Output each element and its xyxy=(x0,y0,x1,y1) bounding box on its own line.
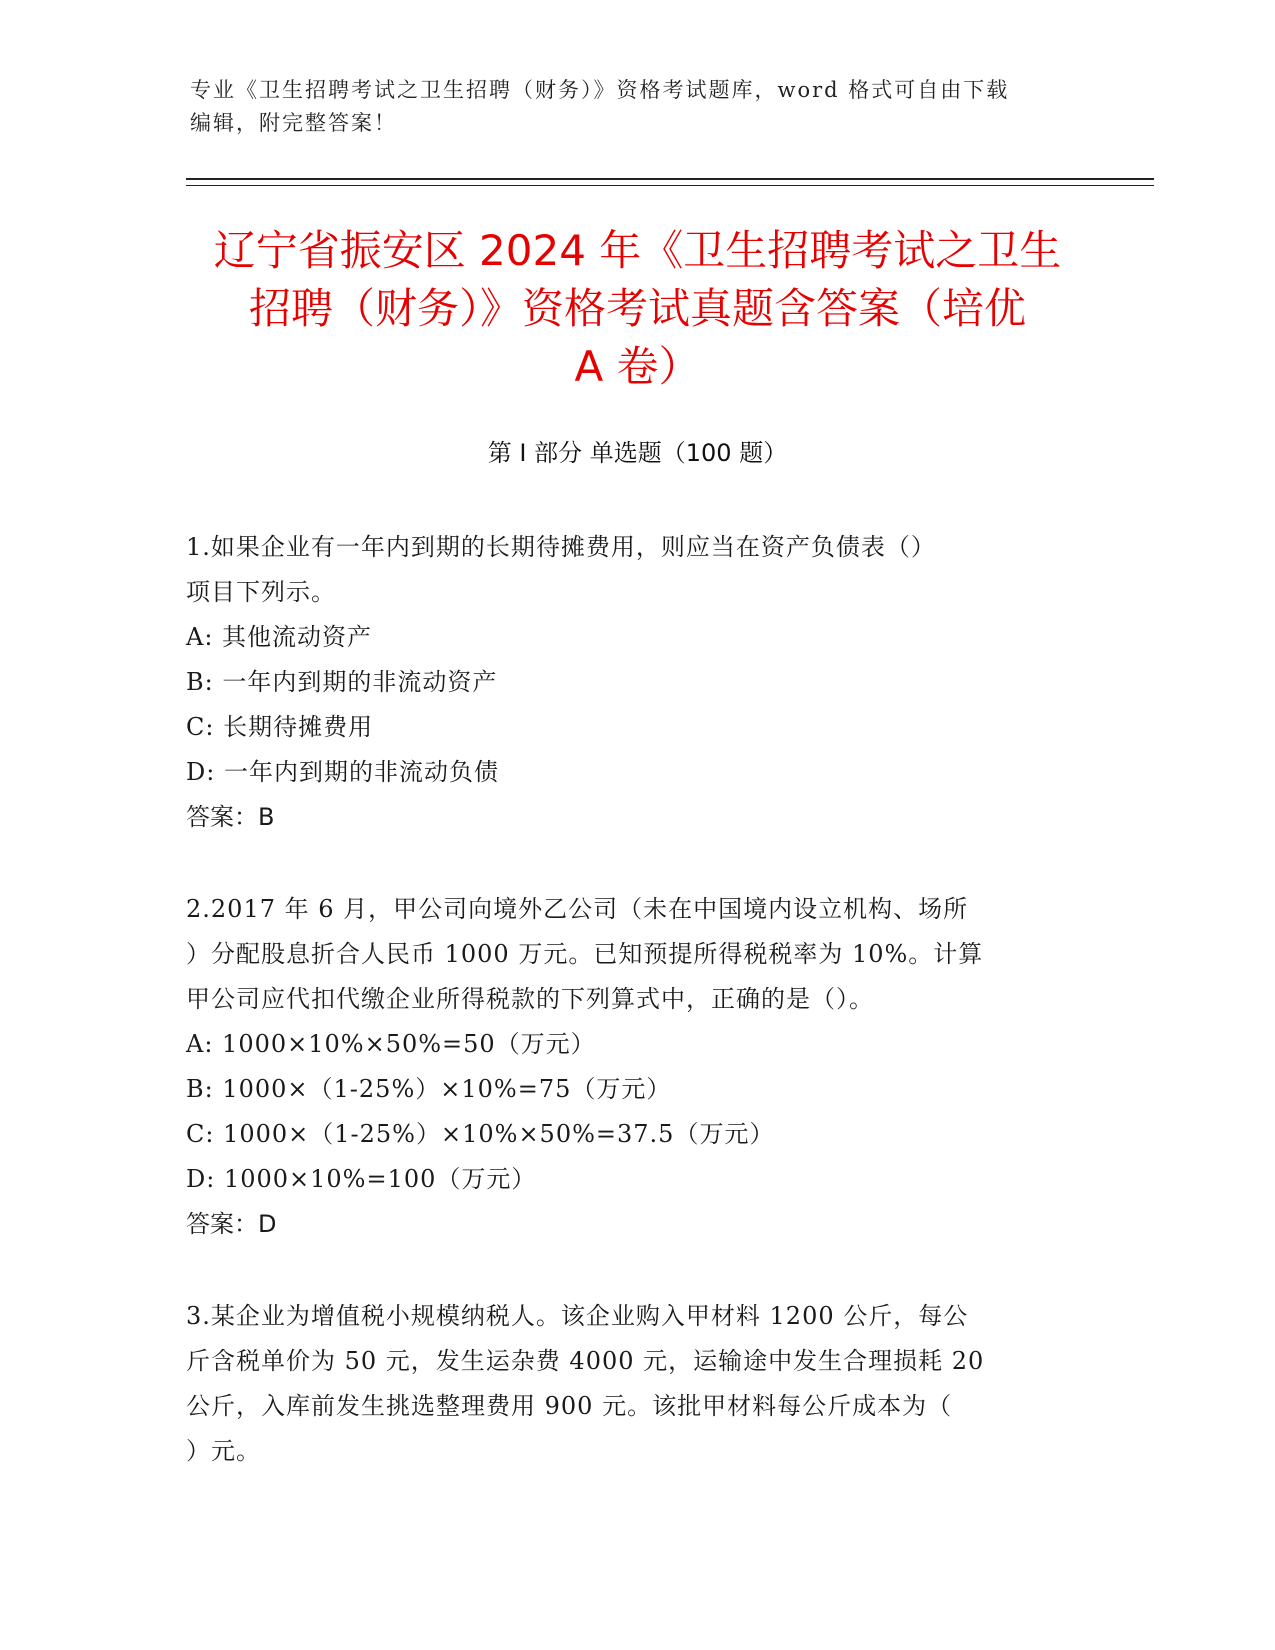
question-text-line: ）元。 xyxy=(186,1437,261,1465)
question-text-line: 项目下列示。 xyxy=(186,578,336,606)
document-title xyxy=(150,222,1125,396)
question-text-line: 斤含税单价为 50 元，发生运杂费 4000 元，运输途中发生合理损耗 20 xyxy=(186,1347,985,1375)
option-b: B: 1000×（1-25%）×10%=75（万元） xyxy=(186,1075,672,1103)
header-divider-thin xyxy=(186,185,1154,186)
option-a: A: 其他流动资产 xyxy=(186,623,373,651)
header-note xyxy=(190,74,1090,140)
header-note-line: 编辑，附完整答案！ xyxy=(190,111,397,135)
question-text-line: 1.如果企业有一年内到期的长期待摊费用，则应当在资产负债表（） xyxy=(186,533,936,561)
question-1 xyxy=(186,525,1086,840)
header-note-line: 专业《卫生招聘考试之卫生招聘（财务）》资格考试题库，word 格式可自由下载 xyxy=(190,78,1010,102)
question-text-line: 3.某企业为增值税小规模纳税人。该企业购入甲材料 1200 公斤，每公 xyxy=(186,1302,969,1330)
answer-label: 答案：B xyxy=(186,803,275,831)
option-c: C: 长期待摊费用 xyxy=(186,713,374,741)
question-text-line: 2.2017 年 6 月，甲公司向境外乙公司（未在中国境内设立机构、场所 xyxy=(186,895,969,923)
option-d: D: 一年内到期的非流动负债 xyxy=(186,758,499,786)
option-c: C: 1000×（1-25%）×10%×50%=37.5（万元） xyxy=(186,1120,775,1148)
answer-label: 答案：D xyxy=(186,1210,277,1238)
title-line: 辽宁省振安区 2024 年《卫生招聘考试之卫生 xyxy=(213,226,1062,275)
header-divider xyxy=(186,178,1154,180)
question-2 xyxy=(186,887,1086,1247)
question-text-line: 甲公司应代扣代缴企业所得税款的下列算式中，正确的是（）。 xyxy=(186,985,874,1013)
title-line: A 卷） xyxy=(574,342,701,391)
question-3 xyxy=(186,1294,1086,1474)
title-line: 招聘（财务）》资格考试真题含答案（培优 xyxy=(248,284,1026,333)
question-text-line: 公斤，入库前发生挑选整理费用 900 元。该批甲材料每公斤成本为（ xyxy=(186,1392,953,1420)
question-text-line: ）分配股息折合人民币 1000 万元。已知预提所得税税率为 10%。计算 xyxy=(186,940,984,968)
option-d: D: 1000×10%=100（万元） xyxy=(186,1165,537,1193)
option-b: B: 一年内到期的非流动资产 xyxy=(186,668,498,696)
option-a: A: 1000×10%×50%=50（万元） xyxy=(186,1030,596,1058)
section-title: 第 I 部分 单选题（100 题） xyxy=(487,439,788,467)
